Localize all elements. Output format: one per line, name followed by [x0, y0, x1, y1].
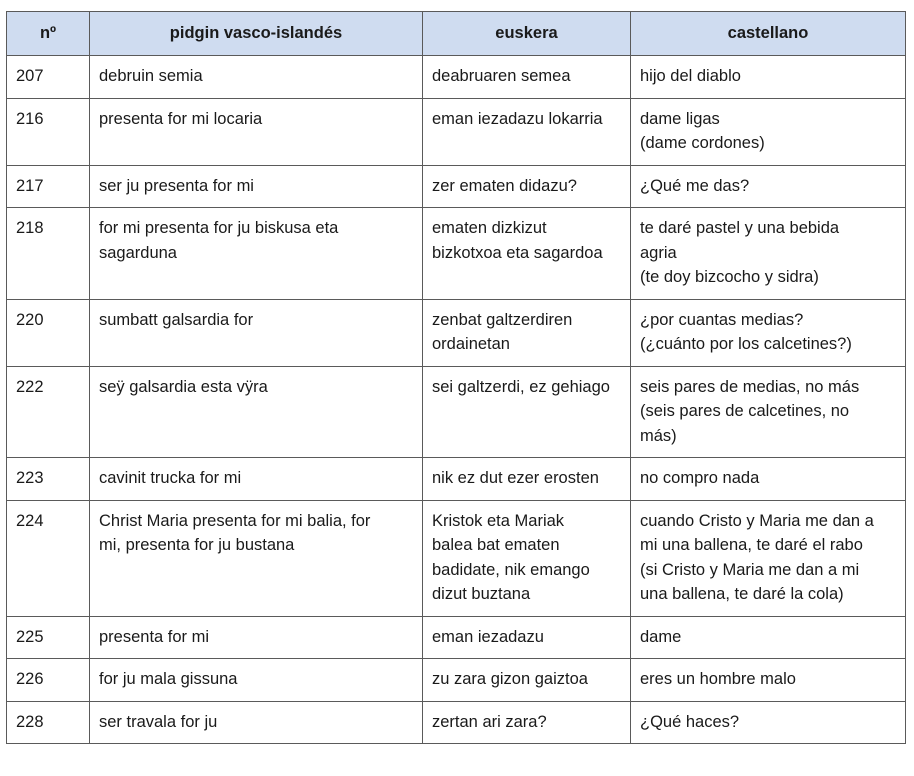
cell-number: 217 — [7, 165, 90, 208]
cell-pidgin — [90, 56, 423, 99]
cell-pidgin — [90, 659, 423, 702]
cell-euskera — [423, 56, 631, 99]
cell-castellano-line: seis pares de medias, no más — [640, 377, 860, 396]
cell-euskera — [423, 299, 631, 366]
cell-euskera — [423, 208, 631, 300]
cell-number: 207 — [7, 56, 90, 99]
table-row — [7, 299, 906, 366]
cell-castellano-line: mi una ballena, te daré el rabo — [640, 536, 863, 554]
cell-castellano — [631, 98, 906, 165]
cell-euskera — [423, 98, 631, 165]
cell-castellano — [631, 56, 906, 99]
cell-castellano-line: hijo del diablo — [640, 67, 741, 85]
cell-castellano — [631, 500, 906, 616]
table-row — [7, 208, 906, 300]
cell-number: 226 — [7, 659, 90, 702]
cell-pidgin — [90, 616, 423, 659]
cell-castellano — [631, 366, 906, 458]
cell-castellano-line: te daré pastel y una bebida — [640, 219, 840, 237]
cell-castellano — [631, 299, 906, 366]
cell-castellano — [631, 701, 906, 744]
document-page — [6, 11, 906, 744]
cell-euskera-line: zu zara gizon gaiztoa — [432, 670, 588, 688]
cell-castellano-line: dame ligas — [640, 109, 720, 128]
cell-pidgin — [90, 701, 423, 744]
table-row — [7, 616, 906, 659]
cell-castellano-line: no compro nada — [640, 469, 760, 487]
cell-castellano — [631, 165, 906, 208]
header-euskera: euskera — [423, 12, 631, 56]
cell-euskera-line: deabruaren semea — [432, 67, 571, 85]
cell-pidgin-line: seÿ galsardia esta vÿra — [99, 377, 268, 396]
header-pidgin: pidgin vasco-islandés — [90, 12, 423, 56]
cell-pidgin-line: mi, presenta for ju bustana — [99, 536, 295, 554]
cell-number: 223 — [7, 458, 90, 501]
cell-castellano — [631, 616, 906, 659]
cell-pidgin-line: presenta for mi locaria — [99, 109, 263, 128]
cell-number: 224 — [7, 500, 90, 616]
cell-number: 225 — [7, 616, 90, 659]
cell-castellano-line: una ballena, te daré la cola) — [640, 585, 844, 603]
cell-number: 222 — [7, 366, 90, 458]
cell-castellano-line: (¿cuánto por los calcetines?) — [640, 335, 852, 353]
cell-euskera — [423, 701, 631, 744]
cell-euskera-line: zenbat galtzerdiren — [432, 310, 573, 329]
cell-euskera — [423, 616, 631, 659]
cell-castellano — [631, 458, 906, 501]
cell-euskera-line: nik ez dut ezer erosten — [432, 469, 599, 487]
header-row — [7, 12, 906, 56]
table-header — [7, 12, 906, 56]
cell-pidgin-line: sumbatt galsardia for — [99, 310, 254, 329]
cell-castellano-line: (seis pares de calcetines, no — [640, 402, 850, 420]
cell-castellano-line: (si Cristo y Maria me dan a mi — [640, 560, 860, 579]
cell-euskera-line: zer ematen didazu? — [432, 176, 577, 195]
cell-euskera-line: sei galtzerdi, ez gehiago — [432, 377, 610, 396]
cell-castellano-line: cuando Cristo y Maria me dan a — [640, 511, 874, 530]
cell-euskera-line: eman iezadazu lokarria — [432, 109, 603, 128]
cell-pidgin-line: cavinit trucka for mi — [99, 469, 242, 487]
cell-pidgin — [90, 165, 423, 208]
cell-pidgin-line: for ju mala gissuna — [99, 670, 238, 688]
cell-euskera-line: Kristok eta Mariak — [432, 511, 565, 530]
header-number: nº — [7, 12, 90, 56]
table-row — [7, 98, 906, 165]
cell-euskera — [423, 659, 631, 702]
table-body — [7, 56, 906, 744]
cell-pidgin-line: presenta for mi — [99, 627, 210, 646]
cell-castellano-line: dame — [640, 627, 682, 646]
cell-castellano-line: ¿por cuantas medias? — [640, 310, 804, 329]
cell-castellano-line: agria — [640, 243, 677, 262]
table-row — [7, 659, 906, 702]
cell-euskera-line: eman iezadazu — [432, 627, 544, 646]
cell-castellano-line: (dame cordones) — [640, 134, 765, 152]
cell-pidgin-line: Christ Maria presenta for mi balia, for — [99, 511, 371, 530]
cell-euskera — [423, 500, 631, 616]
cell-euskera-line: dizut buztana — [432, 585, 531, 603]
cell-pidgin-line: for mi presenta for ju biskusa eta — [99, 219, 339, 237]
glossary-table — [6, 11, 906, 744]
cell-castellano-line: ¿Qué haces? — [640, 712, 740, 731]
cell-number: 216 — [7, 98, 90, 165]
cell-number: 228 — [7, 701, 90, 744]
cell-castellano-line: eres un hombre malo — [640, 670, 796, 688]
table-row — [7, 701, 906, 744]
cell-pidgin-line: debruin semia — [99, 67, 203, 85]
cell-castellano-line: ¿Qué me das? — [640, 176, 750, 195]
header-castellano: castellano — [631, 12, 906, 56]
cell-pidgin-line: sagarduna — [99, 243, 177, 262]
cell-euskera — [423, 366, 631, 458]
table-row — [7, 500, 906, 616]
cell-castellano — [631, 208, 906, 300]
cell-euskera-line: balea bat ematen — [432, 536, 560, 554]
cell-pidgin — [90, 208, 423, 300]
cell-pidgin — [90, 98, 423, 165]
cell-euskera-line: ematen dizkizut — [432, 219, 547, 237]
cell-euskera-line: ordainetan — [432, 335, 510, 353]
cell-euskera-line: badidate, nik emango — [432, 560, 590, 579]
cell-castellano-line: (te doy bizcocho y sidra) — [640, 268, 819, 286]
cell-pidgin — [90, 299, 423, 366]
cell-castellano-line: más) — [640, 426, 677, 445]
table-row — [7, 458, 906, 501]
cell-number: 218 — [7, 208, 90, 300]
cell-euskera — [423, 165, 631, 208]
cell-pidgin — [90, 458, 423, 501]
table-row — [7, 366, 906, 458]
cell-euskera — [423, 458, 631, 501]
cell-pidgin-line: ser ju presenta for mi — [99, 176, 254, 195]
table-row — [7, 56, 906, 99]
cell-number: 220 — [7, 299, 90, 366]
cell-pidgin — [90, 366, 423, 458]
cell-euskera-line: bizkotxoa eta sagardoa — [432, 243, 603, 262]
cell-castellano — [631, 659, 906, 702]
cell-euskera-line: zertan ari zara? — [432, 712, 547, 731]
cell-pidgin-line: ser travala for ju — [99, 712, 218, 731]
cell-pidgin — [90, 500, 423, 616]
table-row — [7, 165, 906, 208]
